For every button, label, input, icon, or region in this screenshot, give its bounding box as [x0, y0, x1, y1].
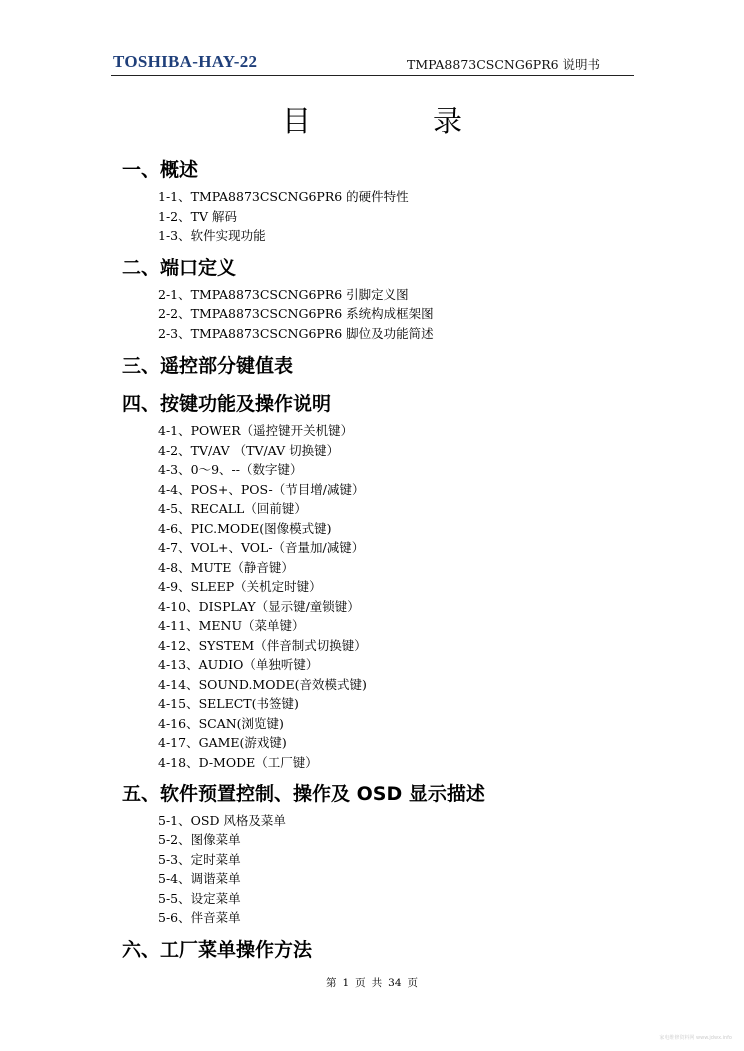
title-part2: 录 — [433, 104, 463, 138]
toc-item: 5-3、定时菜单 — [158, 852, 241, 867]
header-rule — [111, 75, 634, 76]
toc-item: 5-5、设定菜单 — [158, 891, 241, 906]
toc-item: 4-14、SOUND.MODE(音效模式键) — [158, 677, 367, 692]
toc-item: 4-6、PIC.MODE(图像模式键) — [158, 521, 332, 536]
toc-item: 4-10、DISPLAY（显示键/童锁键） — [158, 599, 360, 614]
header-right: TMPA8873CSCNG6PR6 说明书 — [407, 57, 601, 72]
toc-item: 2-2、TMPA8873CSCNG6PR6 系统构成框架图 — [158, 306, 434, 321]
doc-title — [0, 99, 744, 140]
header-left: TOSHIBA-HAY-22 — [113, 52, 258, 71]
toc-item: 4-18、D-MODE（工厂键） — [158, 755, 318, 770]
footer-label-di: 第 — [325, 977, 337, 989]
toc-item: 4-12、SYSTEM（伴音制式切换键） — [158, 638, 367, 653]
toc-item: 5-4、调谐菜单 — [158, 871, 241, 886]
footer-label-ye: 页 — [355, 977, 366, 989]
section-heading: 三、遥控部分键值表 — [122, 355, 294, 377]
toc-item: 4-1、POWER（遥控键开关机键） — [158, 423, 354, 438]
toc-item: 4-3、0～9、--（数字键） — [158, 462, 303, 477]
toc-item: 2-3、TMPA8873CSCNG6PR6 脚位及功能简述 — [158, 326, 434, 341]
toc-item: 4-4、POS+、POS-（节目增/减键） — [158, 482, 365, 497]
section-heading: 四、按键功能及操作说明 — [122, 393, 332, 415]
footer-page-number: 1 — [342, 977, 350, 989]
toc-item: 5-1、OSD 风格及菜单 — [158, 813, 286, 828]
section-heading: 六、工厂菜单操作方法 — [122, 939, 313, 961]
toc-item: 2-1、TMPA8873CSCNG6PR6 引脚定义图 — [158, 287, 409, 302]
footer-total-pages: 34 — [388, 977, 402, 989]
section-heading: 一、概述 — [122, 159, 199, 181]
section-heading: 五、软件预置控制、操作及 OSD 显示描述 — [122, 783, 485, 805]
toc-item: 4-9、SLEEP（关机定时键） — [158, 579, 322, 594]
footer-label-ye2: 页 — [407, 977, 419, 989]
section-heading: 二、端口定义 — [122, 257, 237, 279]
watermark: 家电维修资料网 www.jdwx.info — [659, 1035, 732, 1041]
toc-item: 1-1、TMPA8873CSCNG6PR6 的硬件特性 — [158, 189, 409, 204]
toc-item: 4-7、VOL+、VOL-（音量加/减键） — [158, 540, 365, 555]
toc-item: 4-11、MENU（菜单键） — [158, 618, 305, 633]
title-part1: 目 — [281, 104, 311, 138]
toc-item: 4-13、AUDIO（单独听键） — [158, 657, 319, 672]
toc-item: 4-15、SELECT(书签键) — [158, 696, 299, 711]
footer-label-gong: 共 — [371, 977, 383, 989]
toc-item: 5-2、图像菜单 — [158, 832, 241, 847]
toc-item: 4-8、MUTE（静音键） — [158, 560, 294, 575]
toc-item: 5-6、伴音菜单 — [158, 910, 241, 925]
toc-item: 4-2、TV/AV （TV/AV 切换键） — [158, 443, 340, 458]
toc-item: 1-3、软件实现功能 — [158, 228, 266, 243]
toc-item: 1-2、TV 解码 — [158, 209, 237, 224]
toc-item: 4-17、GAME(游戏键) — [158, 735, 287, 750]
toc-item: 4-16、SCAN(浏览键) — [158, 716, 284, 731]
toc-item: 4-5、RECALL（回前键） — [158, 501, 307, 516]
page-footer — [0, 975, 744, 990]
